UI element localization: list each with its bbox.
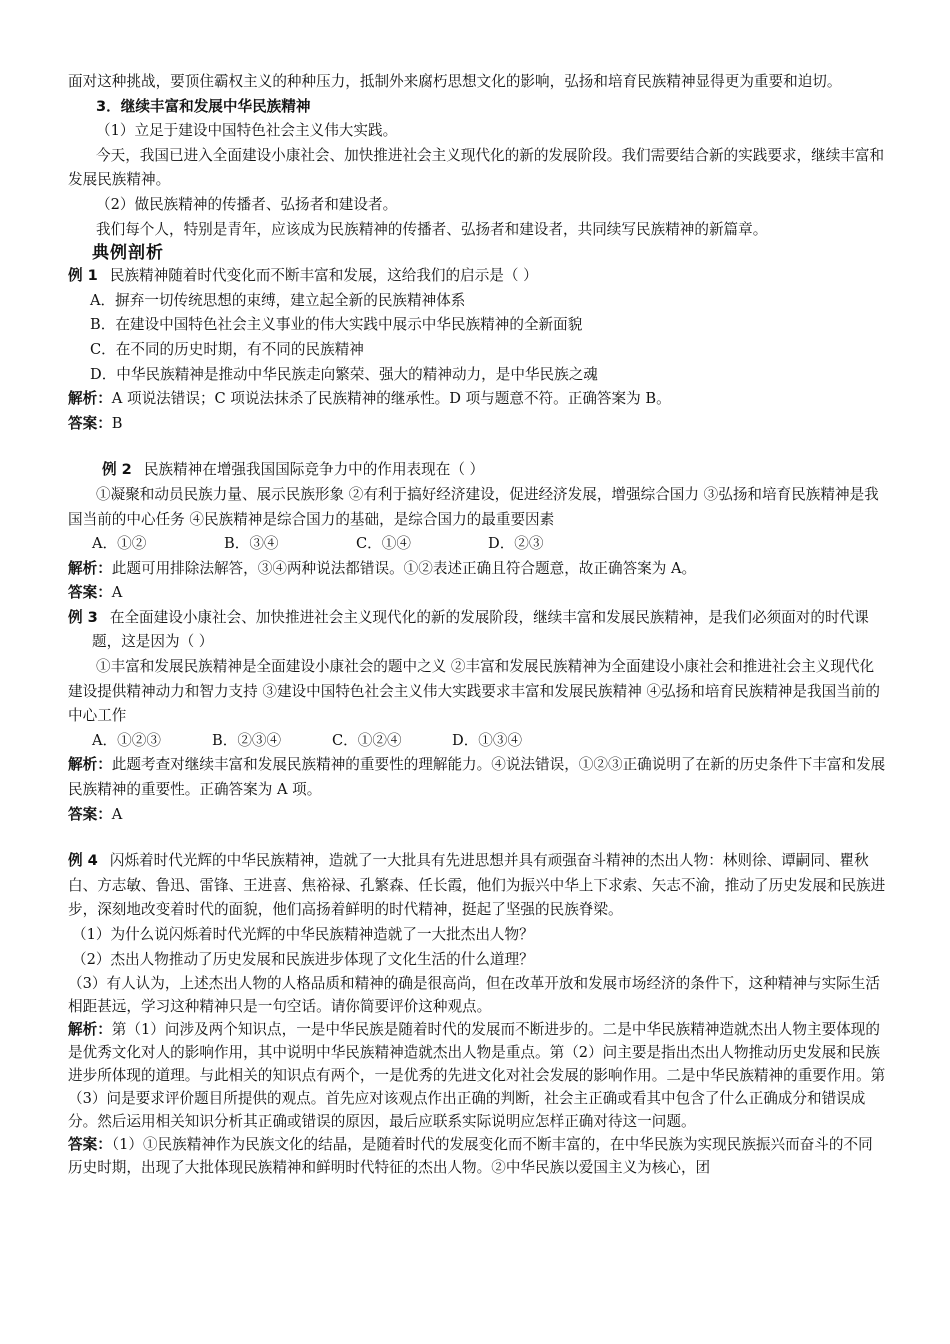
example-1-question: 例 1 民族精神随着时代变化而不断丰富和发展，这给我们的启示是（ ） xyxy=(68,267,538,285)
example-3-label: 例 3 xyxy=(68,608,98,626)
point-2: （2）做民族精神的传播者、弘扬者和建设者。 xyxy=(96,195,398,213)
analysis-title: 典例剖析 xyxy=(92,243,164,264)
example-4-subquestion-1: （1）为什么说闪烁着时代光辉的中华民族精神造就了一大批杰出人物？ xyxy=(72,926,534,943)
example-4-question: 例 4 闪烁着时代光辉的中华民族精神，造就了一大批具有先进思想并具有顽强奋斗精神的杰出人物：林则徐、谭嗣同、瞿秋白、方志敏、鲁迅、雷锋、王进喜、焦裕禄、孔繁森、任长霞，他们为振兴中华上下求索、矢志不渝，推动了历史发展和民族进步，深刻地改变着时代的面貌，他们高扬着鲜明的时代精神，挺起了坚强的民族脊梁。 xyxy=(68,852,886,919)
example-4-subquestion-3: （3）有人认为，上述杰出人物的人格品质和精神的确是很高尚，但在改革开放和发展市场经济的条件下，这种精神与实际生活相距甚远，学习这种精神只是一句空话。请你简要评价这种观点。 xyxy=(68,975,880,1016)
example-1-answer: 答案：B xyxy=(68,414,123,432)
spacer xyxy=(68,436,886,458)
example-3-option-b: B．②③④ xyxy=(212,731,282,749)
example-3-question: 例 3 在全面建设小康社会、加快推进社会主义现代化的新的发展阶段，继续丰富和发展民族精神，是我们必须面对的时代课题，这是因为（ ） xyxy=(68,608,869,651)
example-2-option-d: D．②③ xyxy=(488,535,544,553)
example-3-option-a: A．①②③ xyxy=(92,731,161,749)
example-4-answer: 答案：（1）①民族精神作为民族文化的结晶，是随着时代的发展变化而不断丰富的，在中华民族为实现民族振兴而奋斗的不同历史时期，出现了大批体现民族精神和鲜明时代特征的杰出人物。②中华民族以爱国主义为核心，团 xyxy=(68,1136,873,1177)
example-4-label: 例 4 xyxy=(68,852,98,870)
example-2-option-a: A．①② xyxy=(92,535,147,553)
example-1-option-b: B．在建设中国特色社会主义事业的伟大实践中展示中华民族精神的全新面貌 xyxy=(90,316,583,334)
example-3-option-d: D．①③④ xyxy=(452,731,523,749)
point-2-body: 我们每个人，特别是青年，应该成为民族精神的传播者、弘扬者和建设者，共同续写民族精神的新篇章。 xyxy=(96,220,768,238)
example-2-options xyxy=(68,532,886,557)
section-heading: 3．继续丰富和发展中华民族精神 xyxy=(96,97,311,115)
example-2-option-c: C．①④ xyxy=(356,535,411,553)
example-1-option-a: A．摒弃一切传统思想的束缚，建立起全新的民族精神体系 xyxy=(90,291,466,309)
example-4-subquestion-2: （2）杰出人物推动了历史发展和民族进步体现了文化生活的什么道理？ xyxy=(72,950,534,968)
example-3-statements: ①丰富和发展民族精神是全面建设小康社会的题中之义 ②丰富和发展民族精神为全面建设小康社会和推进社会主义现代化建设提供精神动力和智力支持 ③建设中国特色社会主义伟大实践要求丰富和发展民族精神 ④弘扬和培育民族精神是我国当前的中心工作 xyxy=(68,658,880,725)
intro-paragraph: 面对这种挑战，要顶住霸权主义的种种压力，抵制外来腐朽思想文化的影响，弘扬和培育民族精神显得更为重要和迫切。 xyxy=(68,73,842,90)
example-3-option-c: C．①②④ xyxy=(332,731,402,749)
example-1-option-c: C．在不同的历史时期，有不同的民族精神 xyxy=(90,340,364,358)
example-2-option-b: B．③④ xyxy=(224,535,279,553)
example-1-option-d: D．中华民族精神是推动中华民族走向繁荣、强大的精神动力，是中华民族之魂 xyxy=(90,365,598,383)
example-1-analysis: 解析：A 项说法错误；C 项说法抹杀了民族精神的继承性。D 项与题意不符。正确答案为 B。 xyxy=(68,390,671,408)
example-3-answer: 答案：A xyxy=(68,805,123,823)
example-2-statements: ①凝聚和动员民族力量、展示民族形象 ②有利于搞好经济建设，促进经济发展，增强综合国力 ③弘扬和培育民族精神是我国当前的中心任务 ④民族精神是综合国力的基础，是综合国力的最重要因素 xyxy=(68,485,879,528)
point-1: （1）立足于建设中国特色社会主义伟大实践。 xyxy=(96,122,398,140)
spacer xyxy=(68,827,886,849)
example-4-analysis: 解析：第（1）问涉及两个知识点，一是中华民族是随着时代的发展而不断进步的。二是中华民族精神造就杰出人物主要体现的是优秀文化对人的影响作用，其中说明中华民族精神造就杰出人物是重点。第（2）问主要是指出杰出人物推动历史发展和民族进步所体现的道理。与此相关的知识点有两个，一是优秀的先进文化对社会发展的影响作用。二是中华民族精神的重要作用。第（3）问是要求评价题目所提供的观点。首先应对该观点作出正确的判断，社会主正确或看其中包含了什么正确成分和错误成分。然后运用相关知识分析其正确或错误的原因，最后应联系实际说明应怎样正确对待这一问题。 xyxy=(68,1021,886,1131)
example-2-answer: 答案：A xyxy=(68,584,123,602)
point-1-body: 今天，我国已进入全面建设小康社会、加快推进社会主义现代化的新的发展阶段。我们需要结合新的实践要求，继续丰富和发展民族精神。 xyxy=(68,146,885,189)
example-2-label: 例 2 xyxy=(102,461,132,479)
example-3-analysis: 解析：此题考查对继续丰富和发展民族精神的重要性的理解能力。④说法错误，①②③正确说明了在新的历史条件下丰富和发展民族精神的重要性。正确答案为 A 项。 xyxy=(68,756,886,799)
example-2-question: 例 2 民族精神在增强我国国际竞争力中的作用表现在（ ） xyxy=(102,461,485,479)
example-2-analysis: 解析：此题可用排除法解答，③④两种说法都错误。①②表述正确且符合题意，故正确答案为 A。 xyxy=(68,559,697,577)
example-1-label: 例 1 xyxy=(68,267,98,285)
example-3-options xyxy=(68,729,886,754)
